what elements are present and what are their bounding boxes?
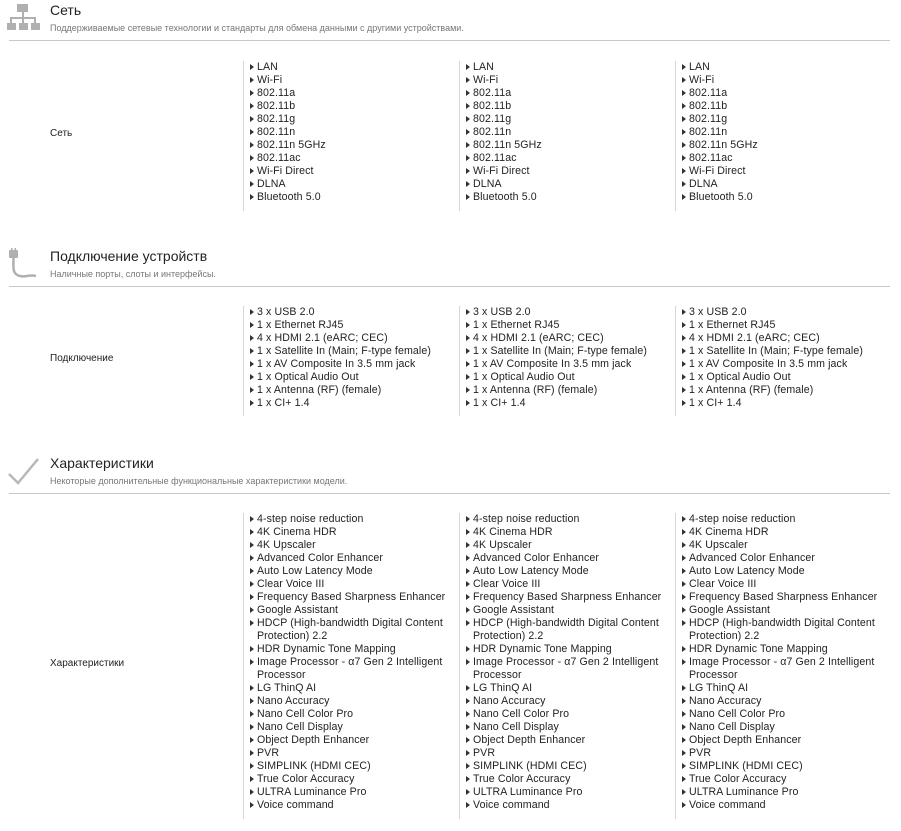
spec-list-item: SIMPLINK (HDMI CEC) [464, 760, 665, 773]
spec-list-item: 802.11b [248, 100, 449, 113]
spec-list-item: HDR Dynamic Tone Mapping [680, 643, 881, 656]
section-header-network [0, 2, 901, 42]
spec-list-item: Voice command [248, 799, 449, 812]
spec-list-item: 1 x CI+ 1.4 [680, 397, 881, 410]
spec-list-item: Google Assistant [248, 604, 449, 617]
spec-list-item: 4-step noise reduction [680, 513, 881, 526]
spec-list-item: 4-step noise reduction [248, 513, 449, 526]
spec-list-item: 4K Upscaler [680, 539, 881, 552]
spec-list-item: 3 x USB 2.0 [248, 306, 449, 319]
spec-list-item: 1 x Satellite In (Main; F-type female) [248, 345, 449, 358]
spec-list-item: Bluetooth 5.0 [464, 191, 665, 204]
spec-list-item: Clear Voice III [464, 578, 665, 591]
section-header-connectivity [0, 248, 901, 288]
spec-list-item: Frequency Based Sharpness Enhancer [464, 591, 665, 604]
spec-list-item: Object Depth Enhancer [248, 734, 449, 747]
spec-list-item: Auto Low Latency Mode [248, 565, 449, 578]
spec-list-item: Nano Cell Display [464, 721, 665, 734]
spec-column-2 [459, 513, 665, 819]
spec-list-item: 1 x Ethernet RJ45 [464, 319, 665, 332]
spec-list-item: Nano Cell Color Pro [680, 708, 881, 721]
spec-list-item: 1 x Antenna (RF) (female) [464, 384, 665, 397]
spec-list-item: 4K Upscaler [464, 539, 665, 552]
spec-list-item: 802.11g [248, 113, 449, 126]
spec-list-item: HDCP (High-bandwidth Digital Content Protection) 2.2 [680, 617, 881, 643]
spec-column-1 [243, 306, 449, 416]
spec-list-item: Voice command [464, 799, 665, 812]
spec-list-item: 4K Cinema HDR [248, 526, 449, 539]
spec-list-item: 1 x Ethernet RJ45 [680, 319, 881, 332]
spec-list-item: 1 x Antenna (RF) (female) [248, 384, 449, 397]
spec-list-item: 802.11g [680, 113, 881, 126]
row-label: Сеть [50, 128, 73, 139]
spec-list-item: 4K Upscaler [248, 539, 449, 552]
spec-list-item: LG ThinQ AI [680, 682, 881, 695]
spec-list-item: 802.11ac [680, 152, 881, 165]
checkmark-icon [6, 455, 40, 489]
spec-list-item: 4 x HDMI 2.1 (eARC; CEC) [680, 332, 881, 345]
spec-list-item: 4 x HDMI 2.1 (eARC; CEC) [248, 332, 449, 345]
row-label: Характеристики [50, 658, 125, 669]
spec-list-item: ULTRA Luminance Pro [464, 786, 665, 799]
spec-list-item: Frequency Based Sharpness Enhancer [680, 591, 881, 604]
spec-list-item: 1 x AV Composite In 3.5 mm jack [248, 358, 449, 371]
spec-column-1 [243, 513, 449, 819]
spec-list-item: Clear Voice III [680, 578, 881, 591]
spec-list-item: Frequency Based Sharpness Enhancer [248, 591, 449, 604]
spec-list-item: 802.11n [248, 126, 449, 139]
spec-list-item: True Color Accuracy [248, 773, 449, 786]
spec-list-item: Auto Low Latency Mode [680, 565, 881, 578]
spec-list-item: Wi-Fi Direct [680, 165, 881, 178]
spec-list-item: HDCP (High-bandwidth Digital Content Protection) 2.2 [464, 617, 665, 643]
section-title: Подключение устройств [50, 248, 208, 264]
spec-list-item: 802.11n 5GHz [680, 139, 881, 152]
spec-list-item: 802.11ac [464, 152, 665, 165]
spec-list-item: 802.11g [464, 113, 665, 126]
spec-list-item: SIMPLINK (HDMI CEC) [680, 760, 881, 773]
spec-list-item: 802.11n [680, 126, 881, 139]
spec-list-item: True Color Accuracy [464, 773, 665, 786]
spec-list-item: Advanced Color Enhancer [680, 552, 881, 565]
spec-list-item: HDR Dynamic Tone Mapping [248, 643, 449, 656]
spec-list-item: 802.11n 5GHz [464, 139, 665, 152]
divider [9, 40, 890, 41]
spec-list-item: PVR [464, 747, 665, 760]
spec-list-item: Wi-Fi [464, 74, 665, 87]
spec-list-item: DLNA [248, 178, 449, 191]
spec-list-item: 1 x Satellite In (Main; F-type female) [680, 345, 881, 358]
spec-list-item: LAN [248, 61, 449, 74]
spec-list-item: Google Assistant [464, 604, 665, 617]
network-icon [6, 2, 40, 36]
spec-list-item: Nano Accuracy [248, 695, 449, 708]
spec-list-item: 1 x Ethernet RJ45 [248, 319, 449, 332]
spec-list-item: DLNA [680, 178, 881, 191]
spec-list-item: Google Assistant [680, 604, 881, 617]
spec-list-item: 802.11n [464, 126, 665, 139]
divider [9, 286, 890, 287]
spec-list-item: 1 x CI+ 1.4 [464, 397, 665, 410]
spec-list-item: 1 x AV Composite In 3.5 mm jack [464, 358, 665, 371]
spec-column-3 [675, 61, 881, 211]
spec-list-item: LAN [464, 61, 665, 74]
cable-plug-icon [6, 248, 40, 282]
spec-list-item: Wi-Fi Direct [248, 165, 449, 178]
spec-list-item: 1 x Optical Audio Out [248, 371, 449, 384]
spec-list-item: Advanced Color Enhancer [248, 552, 449, 565]
spec-list-item: ULTRA Luminance Pro [248, 786, 449, 799]
spec-list-item: Nano Cell Color Pro [464, 708, 665, 721]
spec-list-item: 3 x USB 2.0 [464, 306, 665, 319]
spec-list-item: 1 x Satellite In (Main; F-type female) [464, 345, 665, 358]
spec-list-item: Wi-Fi Direct [464, 165, 665, 178]
spec-list-item: 1 x AV Composite In 3.5 mm jack [680, 358, 881, 371]
spec-list-item: 1 x CI+ 1.4 [248, 397, 449, 410]
spec-list-item: Object Depth Enhancer [464, 734, 665, 747]
spec-list-item: 3 x USB 2.0 [680, 306, 881, 319]
spec-list-item: Bluetooth 5.0 [680, 191, 881, 204]
spec-list-item: Image Processor - α7 Gen 2 Intelligent Processor [464, 656, 665, 682]
spec-list-item: Nano Accuracy [680, 695, 881, 708]
spec-list-item: SIMPLINK (HDMI CEC) [248, 760, 449, 773]
spec-column-3 [675, 306, 881, 416]
spec-list-item: 4-step noise reduction [464, 513, 665, 526]
divider [9, 493, 890, 494]
spec-list-item: True Color Accuracy [680, 773, 881, 786]
spec-list-item: HDR Dynamic Tone Mapping [464, 643, 665, 656]
spec-list-item: DLNA [464, 178, 665, 191]
spec-list-item: Nano Cell Color Pro [248, 708, 449, 721]
spec-list-item: LG ThinQ AI [464, 682, 665, 695]
spec-list-item: Nano Cell Display [248, 721, 449, 734]
spec-list-item: Nano Cell Display [680, 721, 881, 734]
spec-column-2 [459, 61, 665, 211]
section-subtitle: Поддерживаемые сетевые технологии и стандарты для обмена данными с другими устройствами. [50, 23, 464, 33]
spec-list-item: 1 x Antenna (RF) (female) [680, 384, 881, 397]
spec-list-item: PVR [680, 747, 881, 760]
spec-list-item: ULTRA Luminance Pro [680, 786, 881, 799]
spec-list-item: Auto Low Latency Mode [464, 565, 665, 578]
spec-list-item: 802.11b [464, 100, 665, 113]
spec-list-item: LAN [680, 61, 881, 74]
spec-list-item: 802.11a [680, 87, 881, 100]
spec-list-item: Nano Accuracy [464, 695, 665, 708]
spec-list-item: 802.11a [464, 87, 665, 100]
spec-list-item: 802.11ac [248, 152, 449, 165]
spec-list-item: 4K Cinema HDR [680, 526, 881, 539]
spec-list-item: 802.11a [248, 87, 449, 100]
row-label: Подключение [50, 353, 114, 364]
spec-list-item: 4K Cinema HDR [464, 526, 665, 539]
section-header-features [0, 455, 901, 495]
spec-list-item: HDCP (High-bandwidth Digital Content Protection) 2.2 [248, 617, 449, 643]
spec-list-item: Image Processor - α7 Gen 2 Intelligent Processor [248, 656, 449, 682]
spec-list-item: LG ThinQ AI [248, 682, 449, 695]
spec-column-2 [459, 306, 665, 416]
section-title: Сеть [50, 2, 82, 18]
spec-list-item: Image Processor - α7 Gen 2 Intelligent Processor [680, 656, 881, 682]
spec-list-item: Clear Voice III [248, 578, 449, 591]
spec-list-item: Object Depth Enhancer [680, 734, 881, 747]
spec-list-item: Bluetooth 5.0 [248, 191, 449, 204]
spec-list-item: 4 x HDMI 2.1 (eARC; CEC) [464, 332, 665, 345]
spec-list-item: 1 x Optical Audio Out [680, 371, 881, 384]
spec-list-item: PVR [248, 747, 449, 760]
spec-list-item: Wi-Fi [680, 74, 881, 87]
spec-list-item: Voice command [680, 799, 881, 812]
section-subtitle: Наличные порты, слоты и интерфейсы. [50, 269, 216, 279]
spec-list-item: 802.11n 5GHz [248, 139, 449, 152]
section-title: Характеристики [50, 455, 154, 471]
spec-list-item: 802.11b [680, 100, 881, 113]
spec-list-item: Advanced Color Enhancer [464, 552, 665, 565]
spec-list-item: Wi-Fi [248, 74, 449, 87]
spec-column-1 [243, 61, 449, 211]
spec-column-3 [675, 513, 881, 819]
section-subtitle: Некоторые дополнительные функциональные характеристики модели. [50, 476, 348, 486]
spec-list-item: 1 x Optical Audio Out [464, 371, 665, 384]
